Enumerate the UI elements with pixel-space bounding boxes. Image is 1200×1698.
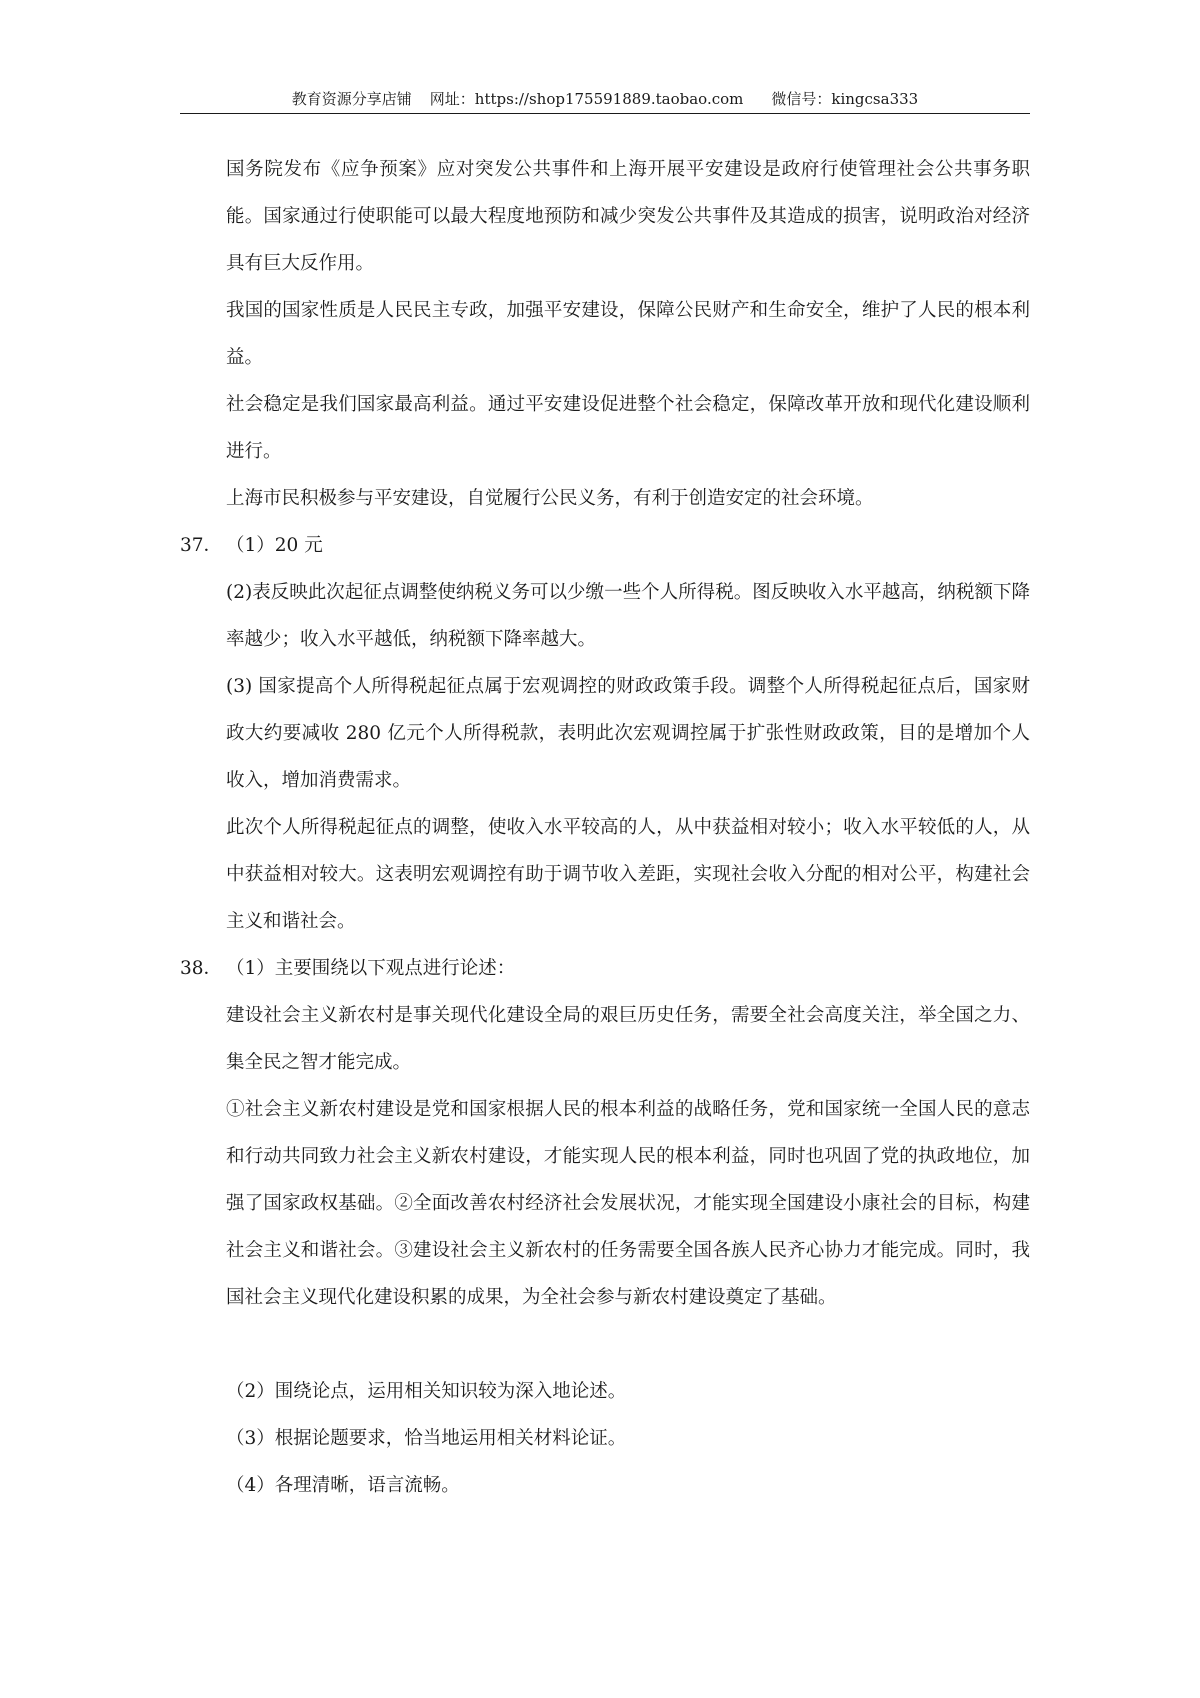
question-38-number: 38． [180,958,223,979]
q38-answer-3: （3）根据论题要求，恰当地运用相关材料论证。 [226,1428,627,1449]
paragraph-citizen-participation: 上海市民积极参与平安建设，自觉履行公民义务，有利于创造安定的社会环境。 [226,488,874,509]
q38-answer-4: （4）各理清晰，语言流畅。 [226,1475,460,1496]
page-header [180,86,1030,112]
header-divider [180,113,1030,114]
header-url: 网址：https://shop175591889.taobao.com [429,90,744,108]
q37-answer-2: (2)表反映此次起征点调整使纳税义务可以少缴一些个人所得税。图反映收入水平越高，纳税额下降率越少；收入水平越低，纳税额下降率越大。 [226,582,1030,650]
q37-answer-3-continued: 此次个人所得税起征点的调整，使收入水平较高的人，从中获益相对较小；收入水平较低的人，从中获益相对较大。这表明宏观调控有助于调节收入差距，实现社会收入分配的相对公平，构建社会主义和谐社会。 [226,817,1030,932]
header-shop-name: 教育资源分享店铺 [291,90,412,108]
q38-thesis: 建设社会主义新农村是事关现代化建设全局的艰巨历史任务，需要全社会高度关注，举全国之力、集全民之智才能完成。 [226,1005,1030,1073]
paragraph-social-stability: 社会稳定是我们国家最高利益。通过平安建设促进整个社会稳定，保障改革开放和现代化建设顺利进行。 [226,394,1030,462]
q37-answer-3: (3) 国家提高个人所得税起征点属于宏观调控的财政政策手段。调整个人所得税起征点后，国家财政大约要减收 280 亿元个人所得税款，表明此次宏观调控属于扩张性财政政策，目的是增加个人收入，增加消费需求。 [226,676,1030,791]
header-wechat: 微信号：kingcsa333 [771,90,919,108]
question-37-number: 37． [180,535,223,556]
q37-answer-1: （1）20 元 [226,535,323,556]
q38-argument-points: ①社会主义新农村建设是党和国家根据人民的根本利益的战略任务，党和国家统一全国人民的意志和行动共同致力社会主义新农村建设，才能实现人民的根本利益，同时也巩固了党的执政地位，加强了国家政权基础。②全面改善农村经济社会发展状况，才能实现全国建设小康社会的目标，构建社会主义和谐社会。③建设社会主义新农村的任务需要全国各族人民齐心协力才能完成。同时，我国社会主义现代化建设积累的成果，为全社会参与新农村建设奠定了基础。 [226,1099,1030,1308]
paragraph-state-nature: 我国的国家性质是人民民主专政，加强平安建设，保障公民财产和生命安全，维护了人民的根本利益。 [226,300,1030,368]
paragraph-government-function: 国务院发布《应争预案》应对突发公共事件和上海开展平安建设是政府行使管理社会公共事务职能。国家通过行使职能可以最大程度地预防和减少突发公共事件及其造成的损害，说明政治对经济具有巨大反作用。 [226,159,1030,274]
q38-answer-2: （2）围绕论点，运用相关知识较为深入地论述。 [226,1381,627,1402]
q38-answer-1: （1）主要围绕以下观点进行论述： [226,958,516,979]
